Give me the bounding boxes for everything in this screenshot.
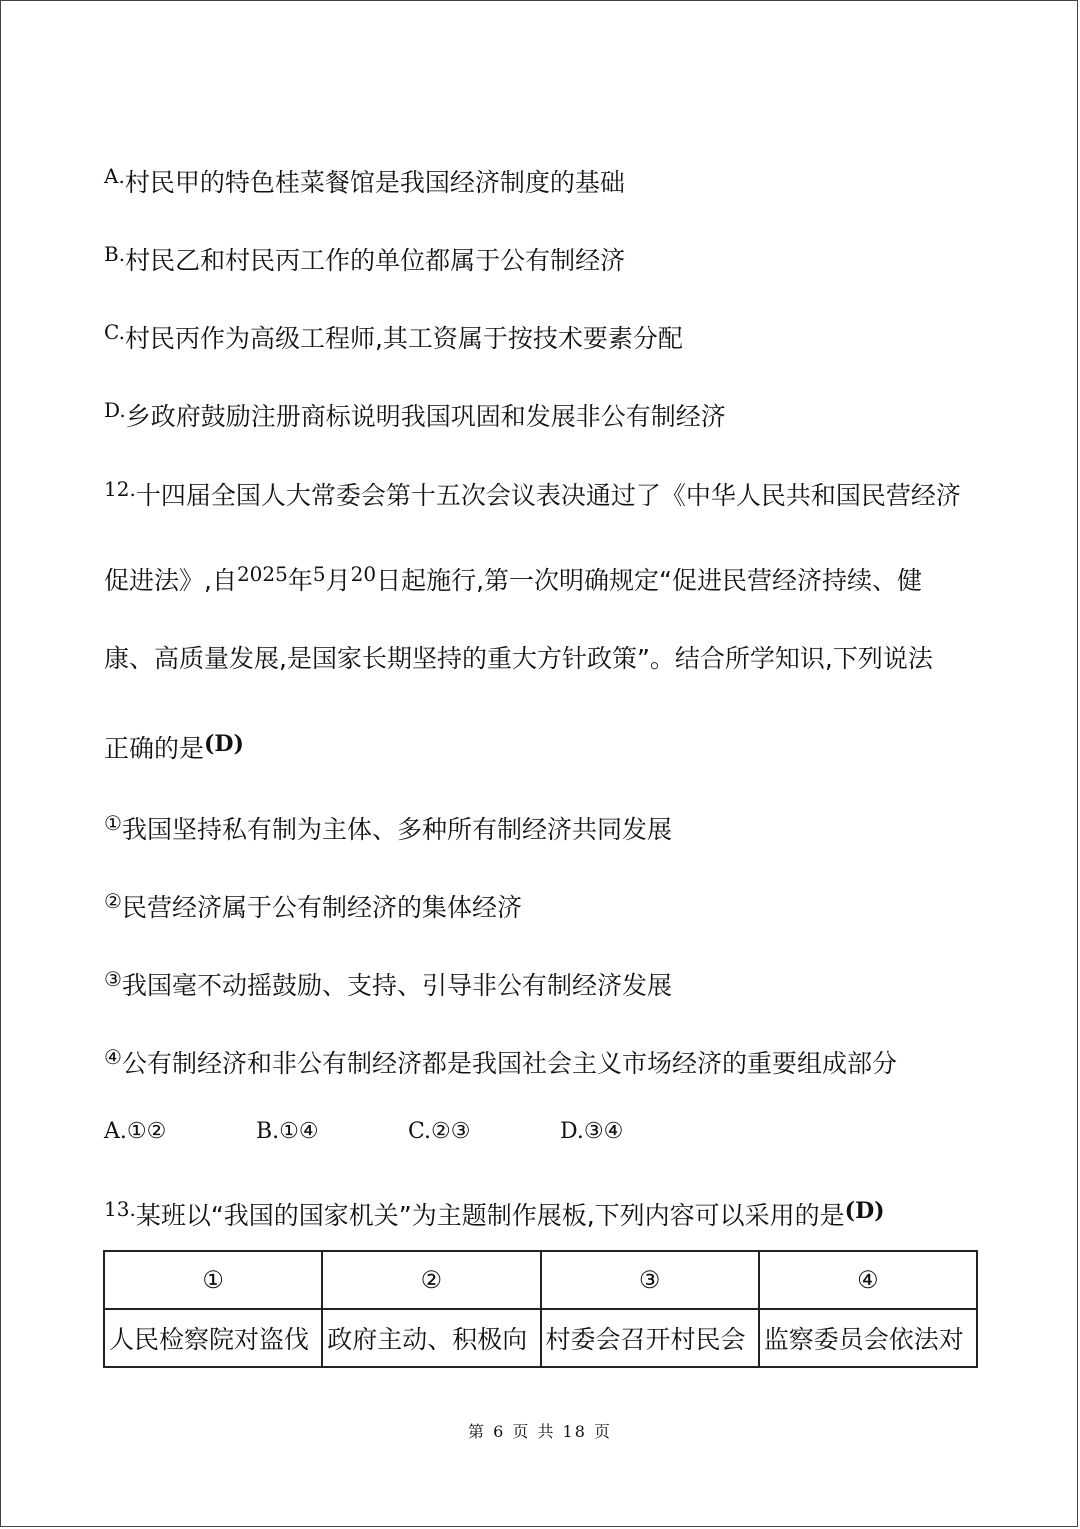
statement-text: 公有制经济和非公有制经济都是我国社会主义市场经济的重要组成部分 bbox=[121, 1049, 897, 1078]
table-header-cell: ④ bbox=[759, 1251, 977, 1309]
choice-a: A.①② bbox=[104, 1119, 167, 1144]
stem-text: 康、高质量发展,是国家长期坚持的重大方针政策”。结合所学知识,下列说法 bbox=[104, 644, 933, 673]
q11-option-c bbox=[104, 316, 683, 355]
q11-option-a bbox=[104, 160, 625, 199]
table-row bbox=[104, 1309, 977, 1367]
stem-text: 月 bbox=[325, 566, 351, 595]
q12-stem-line-1 bbox=[104, 473, 961, 512]
month-value: 5 bbox=[312, 562, 326, 586]
option-mark: B. bbox=[104, 242, 126, 266]
q12-statement-2 bbox=[104, 885, 522, 924]
stem-text: 促进法》,自 bbox=[104, 566, 237, 595]
table-header-cell: ③ bbox=[541, 1251, 759, 1309]
choice-b: B.①④ bbox=[256, 1119, 319, 1144]
statement-text: 我国毫不动摇鼓励、支持、引导非公有制经济发展 bbox=[121, 971, 672, 1000]
statement-text: 我国坚持私有制为主体、多种所有制经济共同发展 bbox=[121, 815, 672, 844]
stem-text: 某班以“我国的国家机关”为主题制作展板,下列内容可以采用的是 bbox=[135, 1201, 845, 1230]
option-text: 乡政府鼓励注册商标说明我国巩固和发展非公有制经济 bbox=[125, 402, 726, 431]
table-header-cell: ② bbox=[322, 1251, 540, 1309]
stem-text: 年 bbox=[287, 566, 313, 595]
option-text: 村民甲的特色桂菜餐馆是我国经济制度的基础 bbox=[124, 168, 625, 197]
statement-mark: ② bbox=[104, 889, 122, 913]
statement-mark: ③ bbox=[104, 967, 122, 991]
table-cell: 村委会召开村民会 bbox=[541, 1309, 759, 1367]
q13-stem bbox=[104, 1193, 885, 1232]
option-mark: C. bbox=[104, 320, 125, 344]
option-text: 村民丙作为高级工程师,其工资属于按技术要素分配 bbox=[124, 324, 683, 353]
table-header-row bbox=[104, 1251, 977, 1309]
statement-text: 民营经济属于公有制经济的集体经济 bbox=[121, 893, 522, 922]
day-value: 20 bbox=[350, 562, 377, 586]
table-header-cell: ① bbox=[104, 1251, 322, 1309]
q12-statement-1 bbox=[104, 807, 672, 846]
year-value: 2025 bbox=[236, 562, 288, 586]
table-cell: 监察委员会依法对 bbox=[759, 1309, 977, 1367]
statement-mark: ① bbox=[104, 811, 122, 835]
q12-choices bbox=[104, 1115, 804, 1149]
answer-label: (D) bbox=[204, 731, 244, 757]
q12-statement-4 bbox=[104, 1041, 897, 1080]
q11-option-b bbox=[104, 238, 625, 277]
q12-statement-3 bbox=[104, 963, 672, 1002]
option-mark: D. bbox=[104, 398, 126, 422]
option-mark: A. bbox=[104, 164, 125, 188]
q12-stem-line-4 bbox=[104, 728, 244, 765]
statement-mark: ④ bbox=[104, 1045, 122, 1069]
page-footer: 第 6 页 共 18 页 bbox=[468, 1422, 612, 1441]
question-number: 12. bbox=[104, 477, 136, 501]
choice-d: D.③④ bbox=[560, 1119, 624, 1144]
table-cell: 政府主动、积极向 bbox=[322, 1309, 540, 1367]
q11-option-d bbox=[104, 394, 726, 433]
question-number: 13. bbox=[104, 1197, 136, 1221]
choice-c: C.②③ bbox=[408, 1119, 471, 1144]
answer-label: (D) bbox=[844, 1198, 885, 1224]
stem-text: 十四届全国人大常委会第十五次会议表决通过了《中华人民共和国民营经济 bbox=[135, 481, 961, 510]
stem-text: 正确的是 bbox=[104, 734, 205, 763]
q13-table bbox=[103, 1250, 978, 1368]
option-text: 村民乙和村民丙工作的单位都属于公有制经济 bbox=[125, 246, 626, 275]
table-cell: 人民检察院对盗伐 bbox=[104, 1309, 322, 1367]
stem-text: 日起施行,第一次明确规定“促进民营经济持续、健 bbox=[376, 566, 922, 595]
q12-stem-line-3 bbox=[104, 643, 933, 675]
q12-stem-line-2 bbox=[104, 558, 922, 597]
